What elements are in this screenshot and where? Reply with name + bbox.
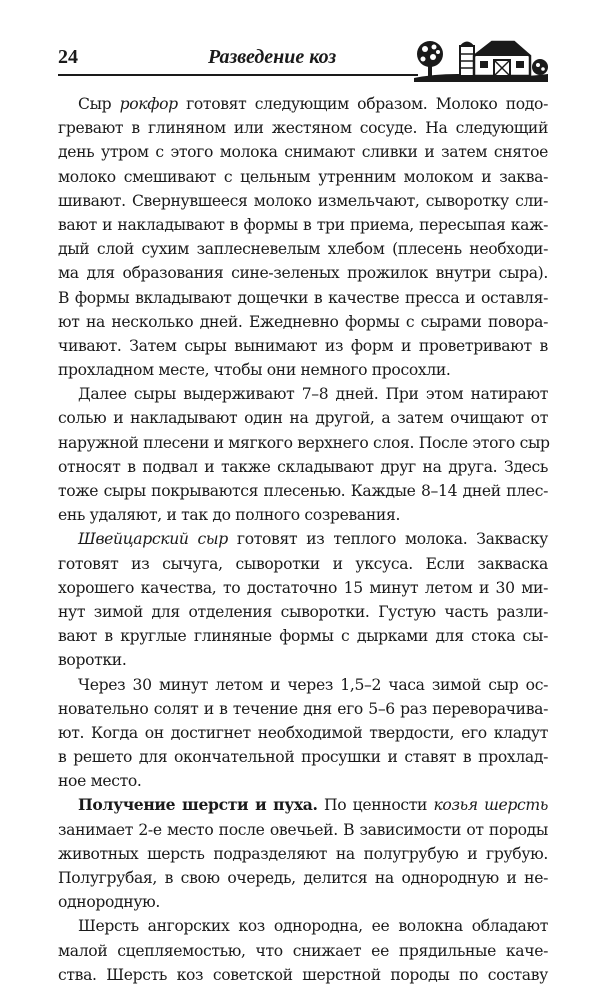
text-line (58, 576, 548, 600)
text-line (58, 939, 548, 963)
text-run: готовят следующим образом. Молоко подо- (177, 95, 548, 113)
text-run: ют на несколько дней. Ежедневно формы с сырами повора- (58, 312, 548, 331)
body-text (58, 92, 548, 987)
text-line (58, 406, 548, 430)
text-run: воротки. (58, 651, 127, 670)
text-line (58, 745, 548, 769)
text-line (58, 552, 548, 576)
text-run: Шерсть ангорских коз однородна, ее волокна обладают (78, 917, 548, 936)
text-run: дый слой сухим заплесневелым хлебом (плесень необходи- (58, 240, 548, 259)
text-run: чивают. Затем сыры вынимают из форм и проветривают в (58, 336, 548, 355)
text-line (58, 503, 548, 527)
text-line (58, 213, 548, 237)
text-line (58, 261, 548, 285)
text-run: животных шерсть подразделяют на полугрубую и грубую. (58, 844, 548, 863)
paragraph (58, 527, 548, 672)
paragraph (58, 673, 548, 794)
text-run: ное место. (58, 772, 142, 791)
running-title: Разведение коз (208, 46, 337, 68)
text-line (58, 673, 548, 697)
bold-run: Получение шерсти и пуха. (78, 795, 318, 815)
text-line (58, 286, 548, 310)
farm-landscape-icon (414, 34, 548, 82)
text-line (58, 358, 548, 382)
text-line (58, 92, 548, 116)
text-line (58, 431, 548, 455)
text-line (58, 648, 548, 672)
text-line (58, 116, 548, 140)
text-line (58, 189, 548, 213)
text-run: прохладном месте, чтобы они немного просохли. (58, 361, 451, 380)
paragraph (58, 793, 548, 914)
text-run: шивают. Свернувшееся молоко измельчают, сыворотку сли- (58, 191, 548, 210)
text-run: в решето для окончательной просушки и ставят в прохлад- (58, 748, 548, 767)
text-line (58, 624, 548, 648)
text-run: По ценности (317, 796, 434, 815)
text-run: готовят из сычуга, сыворотки и уксуса. Если закваска (58, 554, 548, 573)
text-run: хорошего качества, то достаточно 15 минут летом и 30 ми- (58, 578, 548, 597)
text-line (58, 914, 548, 938)
text-run: Через 30 минут летом и через 1,5–2 часа зимой сыр ос- (78, 675, 548, 694)
text-run: ень удаляют, и так до полного созревания. (58, 506, 401, 525)
text-line (58, 818, 548, 842)
text-line (58, 237, 548, 261)
text-run: ства. Шерсть коз советской шерстной породы по составу (58, 965, 548, 984)
text-line (58, 600, 548, 624)
text-line (58, 793, 548, 817)
text-run: относят в подвал и также складывают друг на друга. Здесь (58, 457, 548, 476)
text-line (58, 140, 548, 164)
page-header (58, 38, 548, 86)
text-line (58, 769, 548, 793)
text-line (58, 455, 548, 479)
text-run: В формы вкладывают дощечки в качестве пресса и оставля- (58, 288, 548, 307)
text-run: ма для образования сине-зеленых прожилок внутри сыра). (58, 264, 548, 283)
text-line (58, 721, 548, 745)
text-run: нут зимой для отделения сыворотки. Густую часть разли- (58, 602, 548, 621)
text-run: Полугрубая, в свою очередь, делится на однородную и не- (58, 869, 548, 887)
text-line (58, 842, 548, 866)
text-run: молоко смешивают с цельным утренним молоком и заква- (58, 167, 548, 186)
text-run: наружной плесени и мягкого верхнего слоя. После этого сыр (58, 433, 550, 452)
text-run: гревают в глиняном или жестяном сосуде. На следующий (58, 119, 548, 138)
text-run: малой сцепляемостью, что снижает ее прядильные каче- (58, 941, 548, 960)
text-run: однородную. (58, 893, 160, 912)
text-line (58, 310, 548, 334)
paragraph (58, 382, 548, 527)
text-run: ют. Когда он достигнет необходимой твердости, его кладут (58, 723, 548, 742)
text-line (58, 334, 548, 358)
paragraph (58, 914, 548, 987)
italic-run: Швейцарский сыр (78, 530, 228, 549)
page-number: 24 (58, 46, 78, 68)
text-run: новательно солят и в течение дня его 5–6 раз переворачива- (58, 699, 548, 718)
text-run: вают и накладывают в формы в три приема, пересыпая каж- (58, 215, 548, 234)
text-line (58, 890, 548, 914)
text-line (58, 963, 548, 987)
text-run: готовят из теплого молока. Закваску (227, 530, 548, 549)
text-line (58, 382, 548, 406)
text-line (58, 165, 548, 189)
text-run: солью и накладывают один на другой, а затем очищают от (58, 409, 548, 428)
text-line (58, 479, 548, 503)
text-line (58, 527, 548, 551)
text-run: занимает 2-е место после овечьей. В зависимости от породы (58, 820, 548, 839)
paragraph (58, 92, 548, 382)
text-run: вают в круглые глиняные формы с дырками для стока сы- (58, 627, 548, 646)
text-run: Сыр (78, 95, 120, 113)
italic-run: рокфор (119, 95, 178, 113)
text-line (58, 866, 548, 890)
text-run: тоже сыры покрываются плесенью. Каждые 8–14 дней плес- (58, 482, 548, 500)
header-rule (58, 74, 418, 76)
text-line (58, 697, 548, 721)
text-run: Далее сыры выдерживают 7–8 дней. При этом натирают (78, 385, 548, 404)
italic-run: козья шерсть (433, 796, 548, 815)
text-run: день утром с этого молока снимают сливки и затем снятое (58, 143, 548, 162)
